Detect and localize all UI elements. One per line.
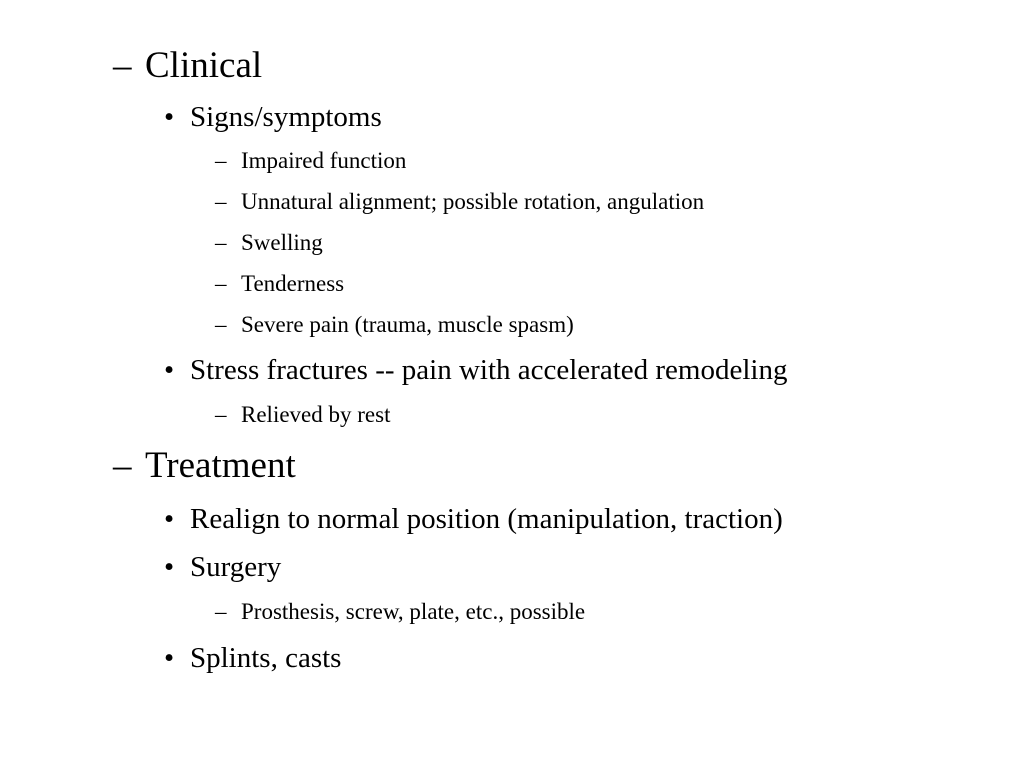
dash-bullet-icon: – [215, 230, 227, 255]
sub-bullet-text: Impaired function [241, 148, 407, 173]
dash-bullet-icon: – [215, 271, 227, 296]
round-bullet-icon: • [164, 101, 175, 133]
sub-bullet-text: Severe pain (trauma, muscle spasm) [241, 312, 574, 337]
sub-bullet-text: Swelling [241, 230, 323, 255]
bullet-text: Surgery [190, 551, 282, 583]
dash-bullet-icon: – [215, 402, 227, 427]
sub-bullet-text: Unnatural alignment; possible rotation, angulation [241, 189, 705, 214]
bullet-text: Realign to normal position (manipulation, traction) [190, 503, 783, 535]
dash-bullet-icon: – [215, 148, 227, 173]
bullet-text: Signs/symptoms [190, 101, 382, 133]
sub-bullet-text: Tenderness [241, 271, 345, 296]
section-heading: Clinical [145, 45, 263, 86]
sub-bullet-text: Relieved by rest [241, 402, 391, 427]
bullet-text: Splints, casts [190, 642, 342, 674]
dash-bullet-icon: – [113, 45, 132, 86]
round-bullet-icon: • [164, 503, 175, 535]
dash-bullet-icon: – [113, 445, 132, 486]
round-bullet-icon: • [164, 551, 175, 583]
round-bullet-icon: • [164, 354, 175, 386]
dash-bullet-icon: – [215, 189, 227, 214]
bullet-text: Stress fractures -- pain with accelerated remodeling [190, 354, 788, 386]
sub-bullet-text: Prosthesis, screw, plate, etc., possible [241, 599, 586, 624]
round-bullet-icon: • [164, 642, 175, 674]
dash-bullet-icon: – [215, 599, 227, 624]
section-heading: Treatment [145, 445, 296, 486]
dash-bullet-icon: – [215, 312, 227, 337]
